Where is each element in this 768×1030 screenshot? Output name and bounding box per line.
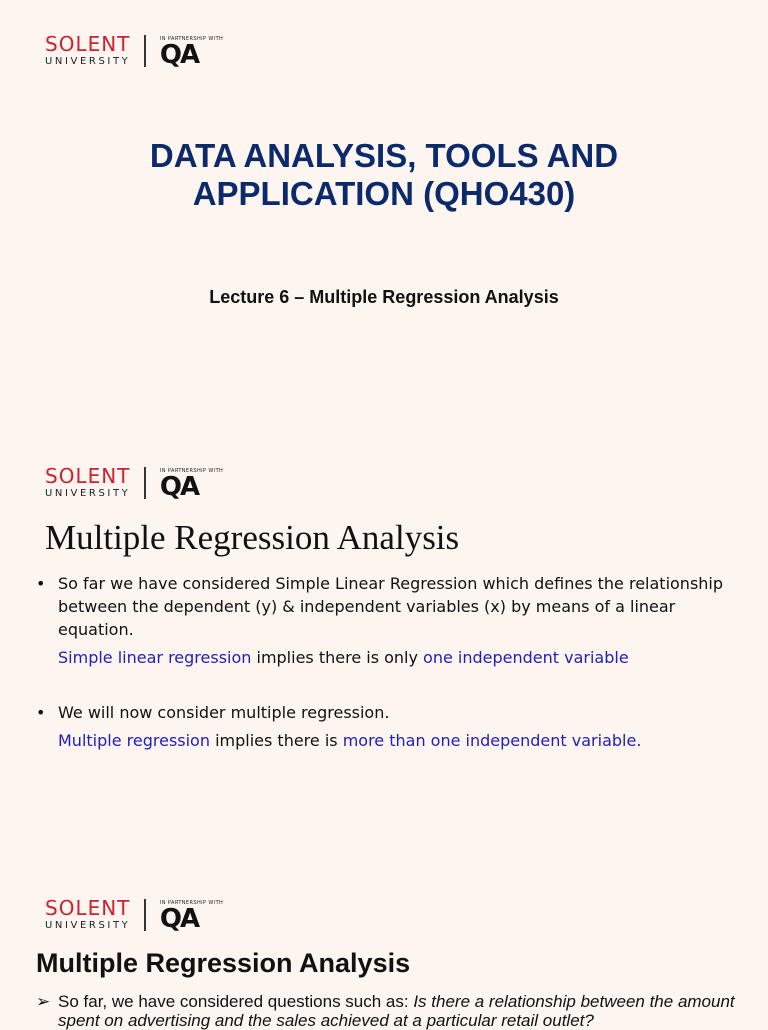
qa-logo <box>159 35 224 70</box>
bullet-text: We will now consider multiple regression. <box>58 703 390 722</box>
arrow-bullet-icon: ➢ <box>36 992 51 1011</box>
solent-wordmark: SOLENT <box>45 464 131 488</box>
title-line-2: APPLICATION (QHO430) <box>192 175 576 212</box>
qa-wordmark: QA <box>159 471 199 502</box>
logo-divider <box>144 467 146 499</box>
qa-logo <box>159 467 224 502</box>
highlight-term: Multiple regression <box>58 731 210 750</box>
partnership-text: IN PARTNERSHIP WITH <box>159 35 224 42</box>
sub-note <box>58 646 726 669</box>
note-text: implies there is <box>209 731 343 750</box>
sub-note <box>58 729 726 752</box>
bullet-item <box>36 572 726 641</box>
partnership-text: IN PARTNERSHIP WITH <box>159 467 224 474</box>
content-slide-2 <box>0 864 768 1030</box>
page-title <box>0 137 768 213</box>
logo-divider <box>144 899 146 931</box>
solent-wordmark: SOLENT <box>45 896 131 920</box>
bullet-text <box>58 992 736 1030</box>
slide-heading: Multiple Regression Analysis <box>36 948 411 978</box>
content-slide-1 <box>0 432 768 864</box>
qa-wordmark: QA <box>159 39 199 70</box>
title-slide <box>0 0 768 432</box>
title-line-1: DATA ANALYSIS, TOOLS AND <box>149 137 619 174</box>
bullet-dot-icon: • <box>36 703 46 722</box>
qa-wordmark: QA <box>159 903 199 934</box>
solent-logo <box>45 466 130 500</box>
university-wordmark: UNIVERSITY <box>45 56 131 67</box>
bullet-item <box>36 992 736 1030</box>
highlight-term: Simple linear regression <box>58 648 252 667</box>
lecture-subtitle: Lecture 6 – Multiple Regression Analysis <box>209 287 559 307</box>
bullet-dot-icon: • <box>36 574 46 593</box>
qa-logo <box>159 899 224 934</box>
university-wordmark: UNIVERSITY <box>45 920 131 931</box>
solent-qa-logo <box>45 466 223 500</box>
slide-heading: Multiple Regression Analysis <box>45 518 460 557</box>
solent-logo <box>45 898 130 932</box>
bullet-question: Is there a relationship between the amount spent on advertising and the sales achieved at a particular retail outlet? <box>58 992 735 1030</box>
bullet-lead: So far, we have considered questions such as: <box>58 992 414 1011</box>
bullet-item <box>36 701 726 724</box>
solent-qa-logo <box>45 898 223 932</box>
logo-divider <box>144 35 146 67</box>
solent-wordmark: SOLENT <box>45 32 131 56</box>
note-text: implies there is only <box>251 648 424 667</box>
partnership-text: IN PARTNERSHIP WITH <box>159 899 224 906</box>
highlight-term: more than one independent variable. <box>342 731 642 750</box>
university-wordmark: UNIVERSITY <box>45 488 131 499</box>
highlight-term: one independent variable <box>423 648 629 667</box>
solent-qa-logo <box>45 34 223 68</box>
bullet-list <box>36 572 726 752</box>
bullet-text: So far we have considered Simple Linear Regression which defines the relationship between the dependent (y) & independent variables (x) by means of a linear equation. <box>58 574 724 639</box>
solent-logo <box>45 34 130 68</box>
